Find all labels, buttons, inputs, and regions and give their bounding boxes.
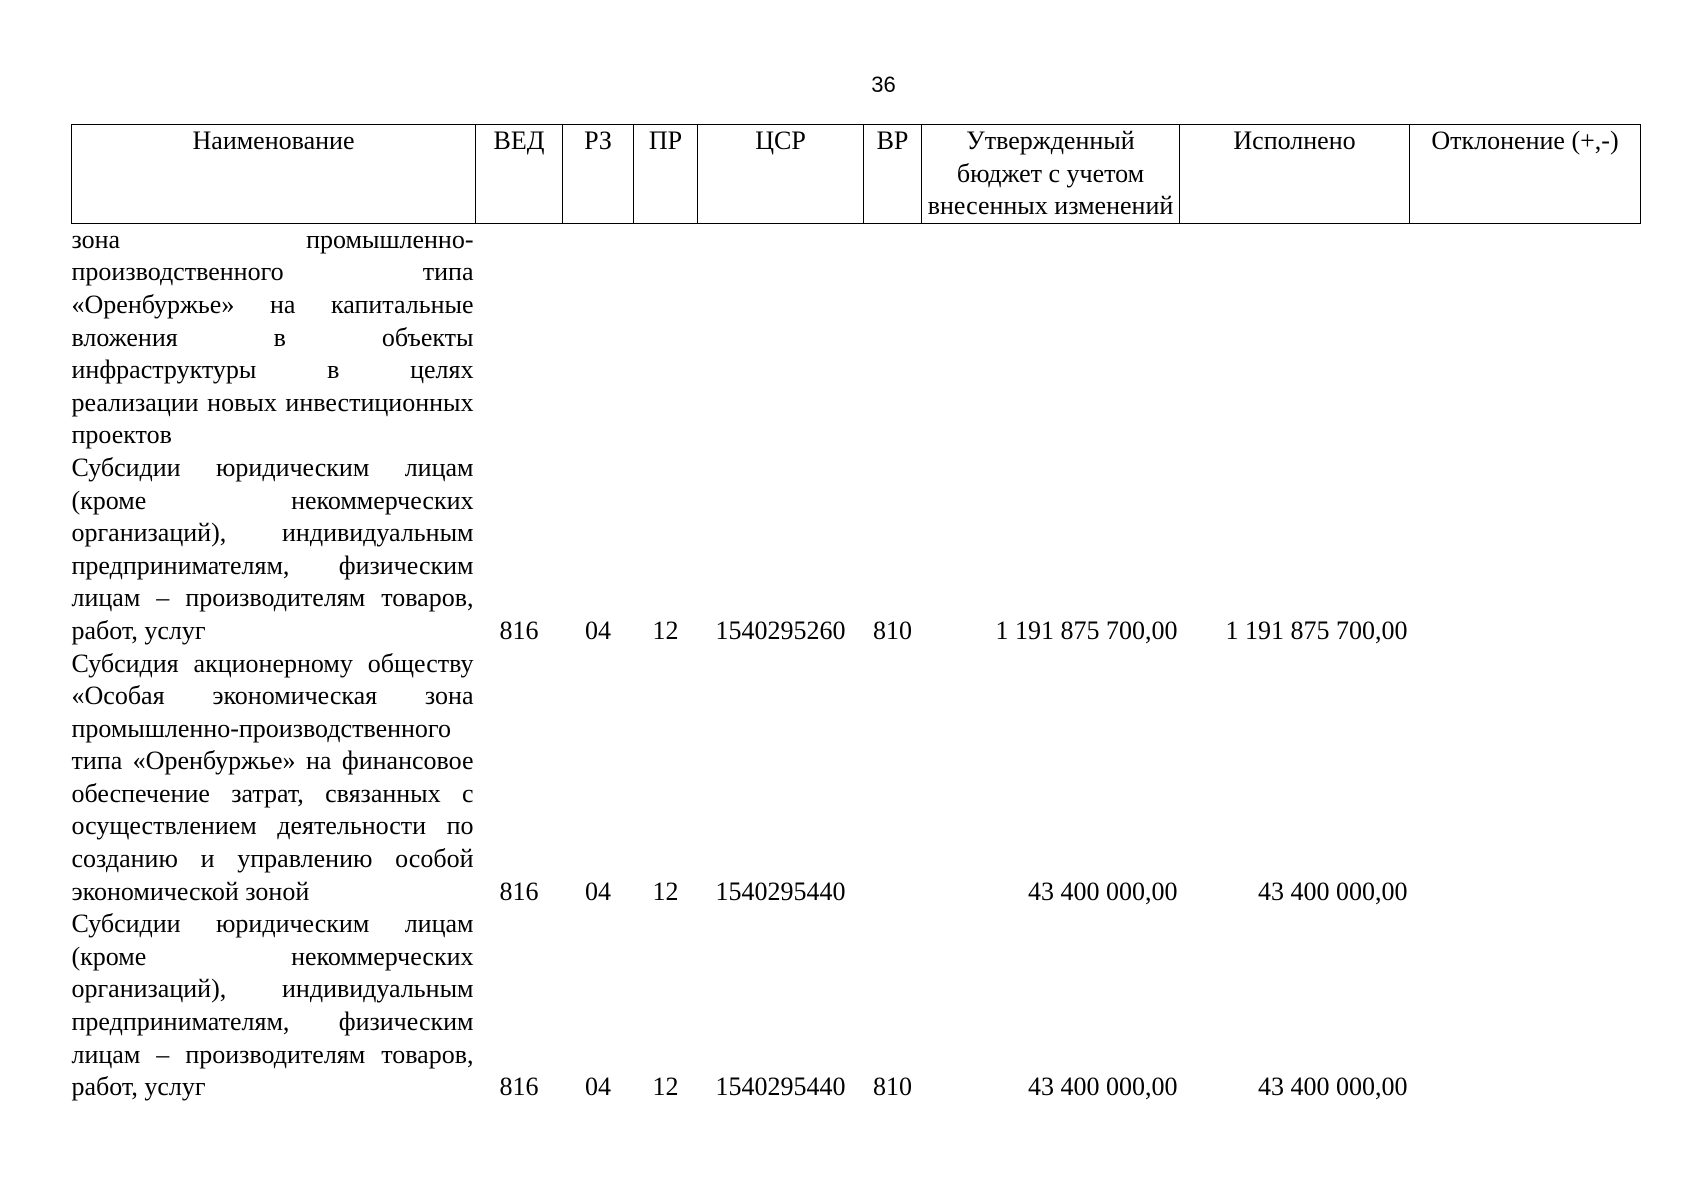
- page-number: 36: [871, 72, 896, 97]
- row-pr: 12: [652, 615, 679, 645]
- row-budget: 1 191 875 700,00: [995, 615, 1178, 645]
- table-row: [72, 648, 1641, 909]
- row-pr: 12: [652, 1072, 679, 1102]
- row-csr: [698, 223, 864, 452]
- header-rz: РЗ: [563, 125, 634, 224]
- row-vr: 810: [873, 615, 912, 645]
- row-ved: 816: [499, 876, 539, 906]
- row-name: Субсидии юридическим лицам (кроме некоммерческих организаций), индивидуальным предпринимателям, физическим лицам – производителям товаров, работ, услуг: [71, 909, 474, 1102]
- table-row: [72, 223, 1641, 452]
- row-deviation: [1410, 452, 1641, 648]
- row-budget: 43 400 000,00: [1028, 876, 1178, 906]
- row-deviation: [1410, 908, 1641, 1104]
- header-pr: ПР: [634, 125, 698, 224]
- row-rz: [563, 223, 634, 452]
- row-name: Субсидия акционерному обществу «Особая экономическая зона промышленно-производственного типа «Оренбуржье» на финансовое обеспечение затрат, связанных с осуществлением деятельности по созданию и управлению особой экономической зоной: [71, 648, 474, 906]
- header-vr: ВР: [864, 125, 922, 224]
- row-vr: 810: [873, 1072, 912, 1102]
- table-row: [72, 908, 1641, 1104]
- row-pr: 12: [652, 876, 679, 906]
- row-rz: 04: [585, 876, 611, 906]
- row-ved: 816: [499, 615, 539, 645]
- row-executed: [1180, 223, 1410, 452]
- row-vr: [864, 223, 922, 452]
- row-rz: 04: [585, 615, 611, 645]
- row-csr: 1540295260: [715, 615, 846, 645]
- row-csr: 1540295440: [715, 1072, 846, 1102]
- header-budget: Утвержденный бюджет с учетом внесенных изменений: [922, 125, 1180, 224]
- header-executed: Исполнено: [1180, 125, 1410, 224]
- row-budget: 43 400 000,00: [1028, 1072, 1178, 1102]
- row-name: зона промышленно-производственного типа «Оренбуржье» на капитальные вложения в объекты инфраструктуры в целях реализации новых инвестиционных проектов: [71, 224, 474, 450]
- row-executed: 43 400 000,00: [1258, 876, 1408, 906]
- row-executed: 43 400 000,00: [1258, 1072, 1408, 1102]
- row-name: Субсидии юридическим лицам (кроме некоммерческих организаций), индивидуальным предпринимателям, физическим лицам – производителям товаров, работ, услуг: [71, 452, 474, 645]
- header-name: Наименование: [72, 125, 476, 224]
- table-header-row: [72, 125, 1641, 224]
- row-rz: 04: [585, 1072, 611, 1102]
- budget-table: [71, 124, 1641, 1104]
- row-ved: 816: [499, 1072, 539, 1102]
- header-deviation: Отклонение (+,-): [1410, 125, 1641, 224]
- header-ved: ВЕД: [476, 125, 563, 224]
- row-deviation: [1410, 648, 1641, 909]
- row-vr: [864, 648, 922, 909]
- row-budget: [922, 223, 1180, 452]
- row-deviation: [1410, 223, 1641, 452]
- row-csr: 1540295440: [715, 876, 846, 906]
- header-csr: ЦСР: [698, 125, 864, 224]
- row-pr: [634, 223, 698, 452]
- table-row: [72, 452, 1641, 648]
- row-ved: [476, 223, 563, 452]
- row-executed: 1 191 875 700,00: [1225, 615, 1408, 645]
